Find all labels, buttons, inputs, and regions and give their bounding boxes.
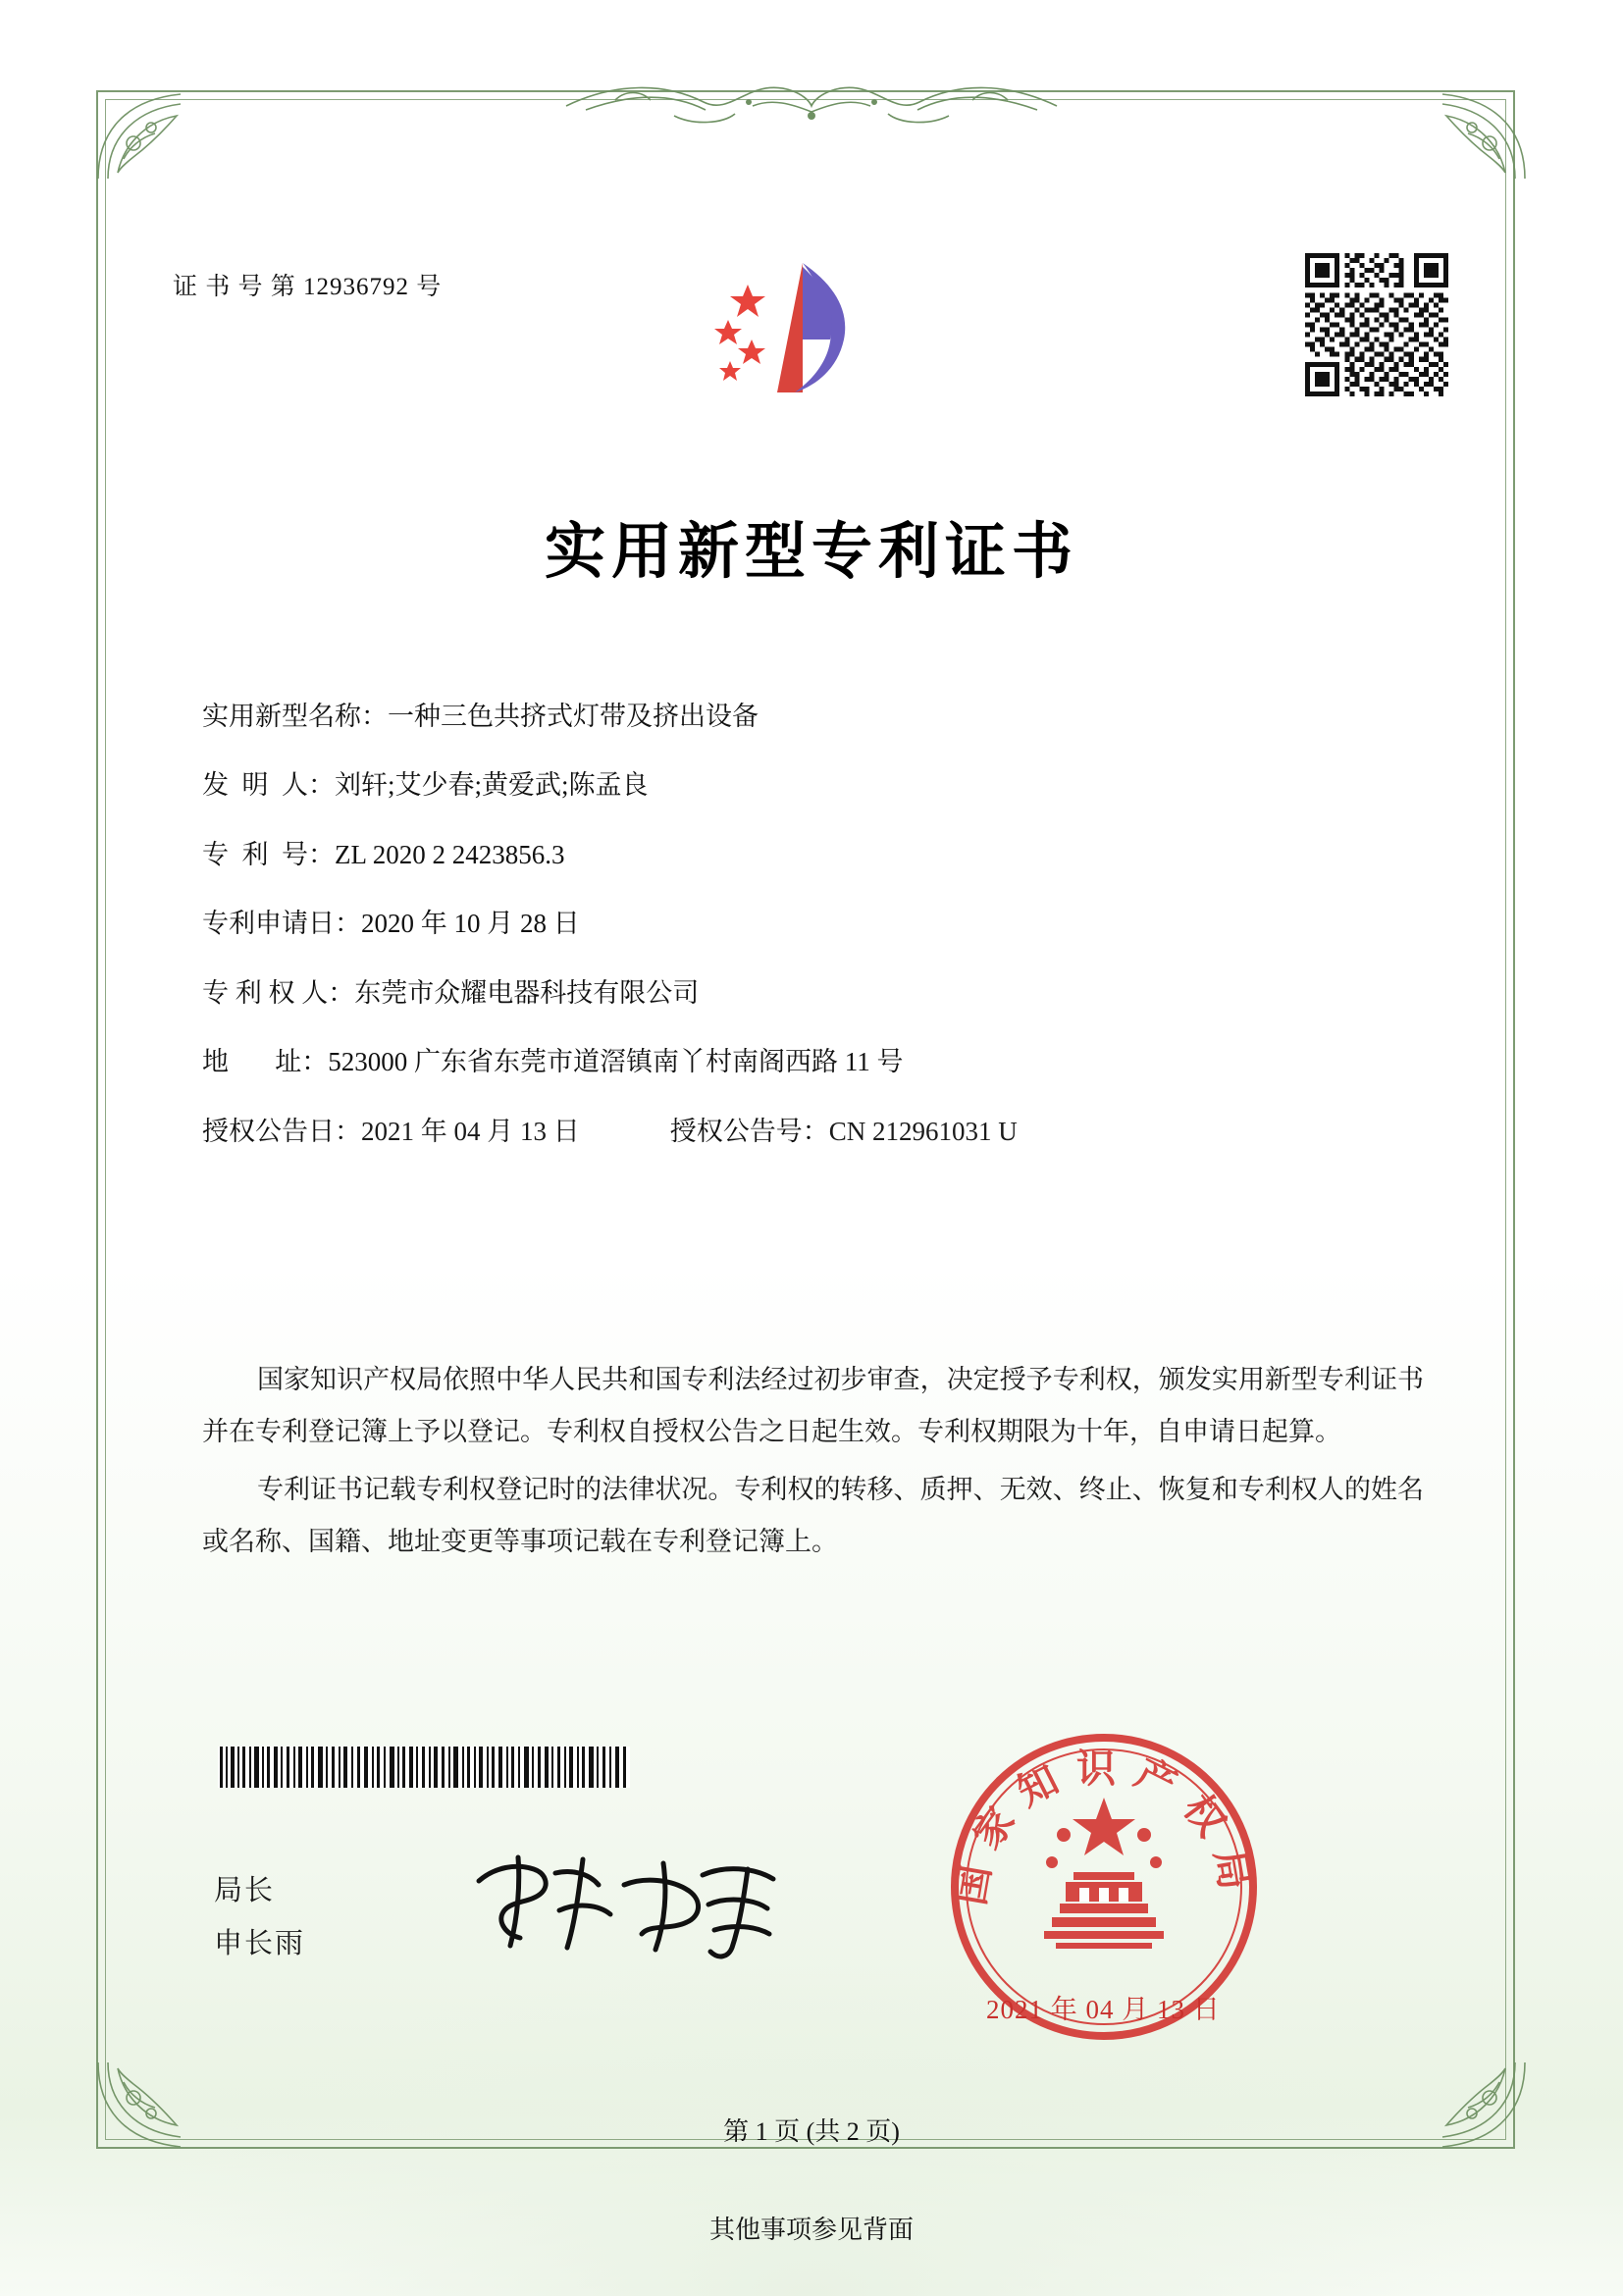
corner-ornament-top-left bbox=[94, 88, 188, 183]
field-inventors bbox=[202, 767, 1380, 803]
page-title: 实用新型专利证书 bbox=[544, 515, 1078, 587]
director-name-label: 申长雨 bbox=[214, 1928, 306, 1959]
page-number: 第 1 页 (共 2 页) bbox=[723, 2117, 900, 2146]
field-address bbox=[202, 1044, 1380, 1079]
field-value: 一种三色共挤式灯带及挤出设备 bbox=[388, 702, 759, 731]
grant-number-label: 授权公告号： bbox=[669, 1116, 829, 1146]
back-side-note: 其他事项参见背面 bbox=[708, 2216, 914, 2244]
legal-paragraph-1: 国家知识产权局依照中华人民共和国专利法经过初步审查，决定授予专利权，颁发实用新型专利证书并在专利登记簿上予以登记。专利权自授权公告之日起生效。专利权期限为十年，自申请日起算。 bbox=[202, 1365, 1424, 1446]
field-value: 523000 广东省东莞市道滘镇南丫村南阁西路 11 号 bbox=[328, 1047, 904, 1077]
barcode bbox=[218, 1747, 630, 1788]
field-application-date bbox=[202, 906, 1380, 941]
field-label: 发 明 人： bbox=[202, 770, 335, 801]
field-patent-number bbox=[202, 837, 1380, 872]
handwritten-signature-icon bbox=[461, 1840, 805, 1967]
qr-code-icon bbox=[1305, 253, 1448, 396]
field-label: 地 址： bbox=[202, 1047, 329, 1077]
corner-ornament-top-right bbox=[1435, 88, 1529, 183]
signature-block bbox=[214, 1864, 305, 1970]
certificate-number: 证 书 号 第 12936792 号 bbox=[173, 274, 443, 300]
field-grant-announcement bbox=[202, 1114, 1380, 1149]
field-label: 专 利 号： bbox=[202, 839, 335, 869]
grant-date-label: 授权公告日： bbox=[202, 1116, 361, 1146]
grant-number-value: CN 212961031 U bbox=[828, 1116, 1018, 1146]
seal-date: 2021 年 04 月 13 日 bbox=[986, 1995, 1221, 2024]
svg-text:国家知识产权局: 国家知识产权局 bbox=[947, 1746, 1261, 1908]
field-value: 东莞市众耀电器科技有限公司 bbox=[354, 977, 700, 1008]
field-value: 2020 年 10 月 28 日 bbox=[361, 909, 580, 939]
grant-date-value: 2021 年 04 月 13 日 bbox=[361, 1116, 580, 1146]
field-utility-model-name bbox=[202, 699, 1380, 734]
director-title-label: 局长 bbox=[214, 1875, 276, 1906]
field-label: 专 利 权 人： bbox=[202, 977, 355, 1008]
field-patentee bbox=[202, 975, 1380, 1011]
field-label: 专利申请日： bbox=[202, 909, 361, 939]
field-value: 刘轩;艾少春;黄爱武;陈孟良 bbox=[335, 770, 649, 801]
field-label: 实用新型名称： bbox=[202, 702, 388, 731]
field-value: ZL 2020 2 2423856.3 bbox=[335, 839, 565, 869]
legal-text bbox=[202, 1354, 1424, 1574]
cnipa-logo-icon bbox=[687, 245, 913, 422]
field-list bbox=[202, 699, 1380, 1149]
legal-paragraph-2: 专利证书记载专利权登记时的法律状况。专利权的转移、质押、无效、终止、恢复和专利权人的姓名或名称、国籍、地址变更等事项记载在专利登记簿上。 bbox=[202, 1475, 1424, 1556]
top-ornament bbox=[556, 77, 1067, 135]
